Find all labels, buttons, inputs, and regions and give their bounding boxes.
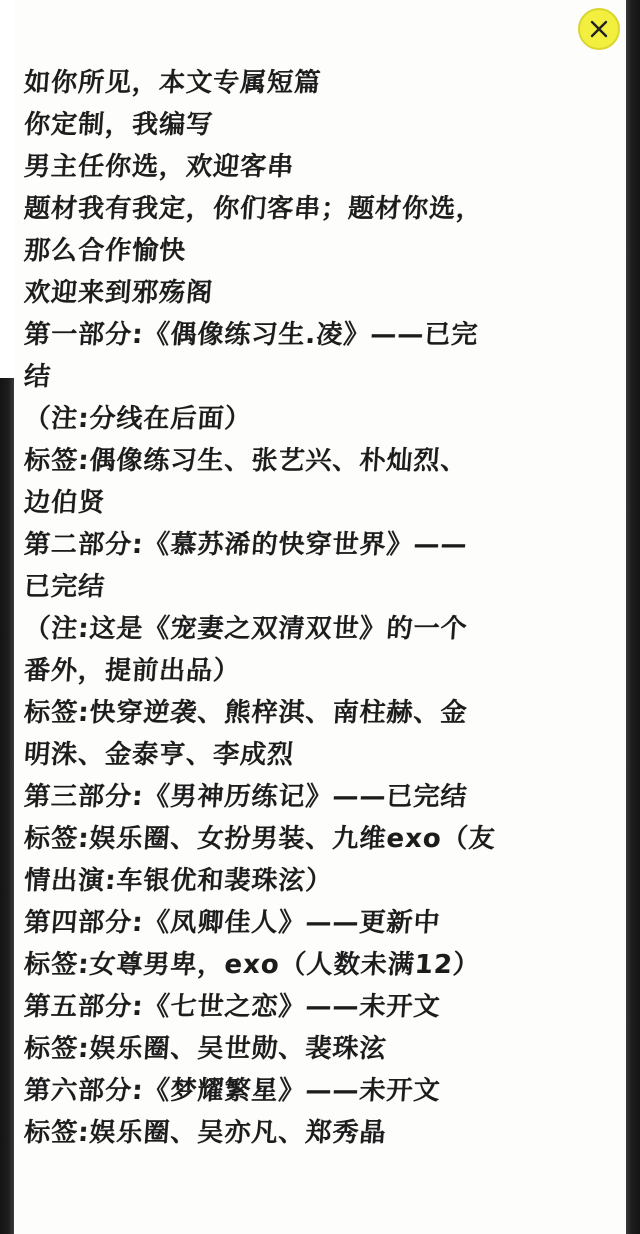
note-line: 标签:娱乐圈、吴亦凡、郑秀晶 bbox=[22, 1118, 388, 1148]
close-button[interactable] bbox=[578, 8, 620, 50]
note-line: 第二部分:《慕苏浠的快穿世界》—— bbox=[22, 530, 469, 560]
note-line: 欢迎来到邪殇阁 bbox=[22, 278, 215, 308]
note-text-body bbox=[24, 62, 622, 1154]
note-line: 标签:快穿逆袭、熊梓淇、南柱赫、金 bbox=[22, 698, 469, 728]
page-edge-right bbox=[626, 0, 640, 1234]
note-line: 第五部分:《七世之恋》——未开文 bbox=[22, 992, 442, 1022]
note-line: （注:这是《宠妻之双清双世》的一个 bbox=[22, 614, 469, 644]
note-line: 你定制，我编写 bbox=[22, 110, 215, 140]
note-line: 那么合作愉快 bbox=[22, 236, 188, 266]
note-line: 标签:娱乐圈、女扮男装、九维exo（友 bbox=[22, 824, 497, 854]
note-line: 情出演:车银优和裴珠泫） bbox=[22, 866, 334, 896]
note-line: 第三部分:《男神历练记》——已完结 bbox=[22, 782, 469, 812]
note-line: 番外，提前出品） bbox=[22, 656, 242, 686]
close-icon bbox=[588, 18, 610, 40]
note-line: 第四部分:《凤卿佳人》——更新中 bbox=[22, 908, 442, 938]
note-line: 题材我有我定，你们客串；题材你选， bbox=[22, 194, 485, 224]
note-line: 男主任你选，欢迎客串 bbox=[22, 152, 296, 182]
note-line: 第一部分:《偶像练习生.凌》——已完 bbox=[22, 320, 480, 350]
note-line: 标签:娱乐圈、吴世勋、裴珠泫 bbox=[22, 1034, 388, 1064]
note-line: 边伯贤 bbox=[22, 488, 107, 518]
note-line: 如你所见，本文专属短篇 bbox=[22, 68, 323, 98]
note-line: 标签:偶像练习生、张艺兴、朴灿烈、 bbox=[22, 446, 469, 476]
note-line: 结 bbox=[22, 362, 53, 392]
note-line: 已完结 bbox=[22, 572, 107, 602]
note-line: 明洙、金泰亨、李成烈 bbox=[22, 740, 296, 770]
note-line: 标签:女尊男卑，exo（人数未满12） bbox=[22, 950, 481, 980]
note-line: （注:分线在后面） bbox=[22, 404, 253, 434]
page-edge-notch bbox=[0, 0, 15, 378]
note-line: 第六部分:《梦耀繁星》——未开文 bbox=[22, 1076, 442, 1106]
